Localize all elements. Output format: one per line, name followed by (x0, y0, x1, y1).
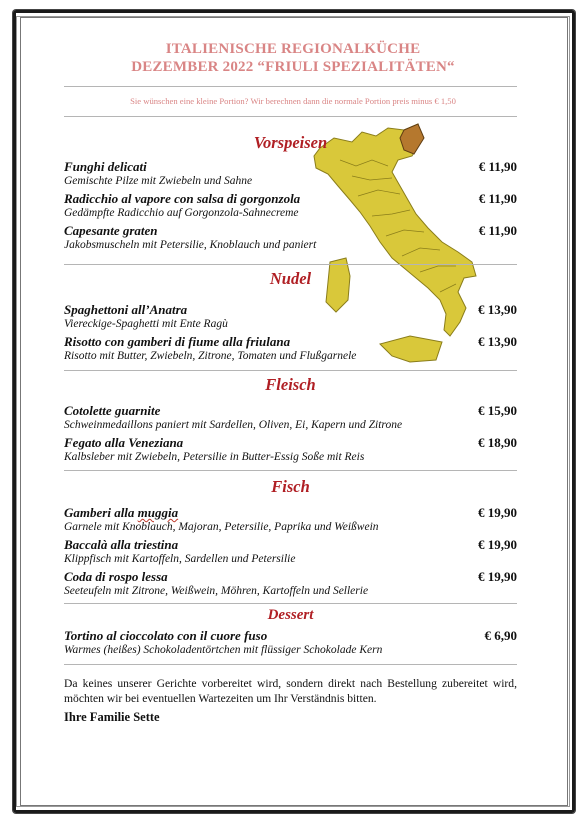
dish-price: € 19,90 (478, 505, 517, 520)
dish-name (64, 505, 517, 520)
section-title-nudel: Nudel (269, 269, 312, 288)
dish-item (64, 302, 517, 331)
dish-description: Risotto mit Butter, Zwiebeln, Zitrone, Tomaten und Flußgarnele (64, 350, 357, 362)
dish-name: Risotto con gamberi di fiume alla friulana (64, 334, 291, 349)
section-title-dessert: Dessert (267, 607, 314, 623)
dish-price: € 15,90 (478, 403, 517, 418)
dish-description: Kalbsleber mit Zwiebeln, Petersilie in Butter-Essig Soße mit Reis (64, 451, 365, 463)
dish-name: Cotolette guarnite (64, 403, 161, 418)
dish-price: € 11,90 (478, 159, 517, 174)
dish-description: Garnele mit Knoblauch, Majoran, Petersilie, Paprika und Weißwein (64, 521, 379, 533)
dish-description: Klippfisch mit Kartoffeln, Sardellen und Petersilie (64, 553, 296, 565)
dish-price: € 13,90 (478, 334, 517, 349)
dish-item (64, 569, 517, 598)
dish-description: Gemischte Pilze mit Zwiebeln und Sahne (64, 175, 253, 187)
dish-item (64, 505, 517, 534)
dish-item (64, 159, 517, 188)
divider (64, 664, 517, 665)
divider (64, 264, 517, 265)
dish-item (64, 628, 517, 657)
dish-name: Spaghettoni all’Anatra (64, 302, 188, 317)
dish-price: € 11,90 (478, 223, 517, 238)
dish-name: Fegato alla Veneziana (64, 435, 184, 450)
divider (64, 86, 517, 87)
dish-name: Capesante graten (64, 223, 158, 238)
dish-price: € 18,90 (478, 435, 517, 450)
dish-price: € 6,90 (484, 628, 517, 643)
dish-name-part: Gamberi alla (64, 505, 138, 520)
dish-item (64, 334, 517, 363)
divider (64, 370, 517, 371)
footer-note: Da keines unserer Gerichte vorbereitet wird, sondern direkt nach Bestellung zubereitet wird, möchten wir bei eventuellen Wartezeiten um Ihr Verständnis bitten. (64, 677, 517, 705)
dish-description: Warmes (heißes) Schokoladentörtchen mit flüssiger Schokolade Kern (64, 644, 383, 656)
divider (64, 116, 517, 117)
divider (64, 470, 517, 471)
dish-price: € 13,90 (478, 302, 517, 317)
dish-item (64, 403, 517, 432)
dish-description: Viereckige-Spaghetti mit Ente Ragù (64, 318, 228, 330)
dish-name: Coda di rospo lessa (64, 569, 168, 584)
dish-description: Schweinmedaillons paniert mit Sardellen, Oliven, Ei, Kapern und Zitrone (64, 419, 403, 431)
dish-price: € 19,90 (478, 569, 517, 584)
dish-description: Jakobsmuscheln mit Petersilie, Knoblauch und paniert (64, 239, 317, 251)
signature: Ihre Familie Sette (64, 710, 160, 724)
dish-item (64, 537, 517, 566)
section-title-fisch: Fisch (271, 477, 310, 496)
dish-description: Gedämpfte Radicchio auf Gorgonzola-Sahnecreme (64, 207, 299, 219)
dish-price: € 19,90 (478, 537, 517, 552)
dish-description: Seeteufeln mit Zitrone, Weißwein, Möhren, Kartoffeln und Sellerie (64, 585, 369, 597)
dish-name: Radicchio al vapore con salsa di gorgonzola (64, 191, 301, 206)
dish-name: Baccalà alla triestina (64, 537, 179, 552)
portion-note: Sie wünschen eine kleine Portion? Wir berechnen dann die normale Portion preis minus € 1,50 (130, 96, 456, 106)
section-title-vorspeisen: Vorspeisen (253, 133, 328, 152)
section-title-fleisch: Fleisch (265, 375, 316, 394)
dish-name: Tortino al cioccolato con il cuore fuso (64, 628, 268, 643)
dish-name: Funghi delicati (64, 159, 147, 174)
header-subtitle: DEZEMBER 2022 “FRIULI SPEZIALITÄTEN“ (131, 59, 455, 75)
divider (64, 603, 517, 604)
dish-item (64, 191, 517, 220)
dish-item (64, 435, 517, 464)
header-title: ITALIENISCHE REGIONALKÜCHE (165, 41, 421, 57)
dish-price: € 11,90 (478, 191, 517, 206)
dish-name-misspelled-word: muggia (137, 505, 179, 520)
dish-item (64, 223, 517, 252)
